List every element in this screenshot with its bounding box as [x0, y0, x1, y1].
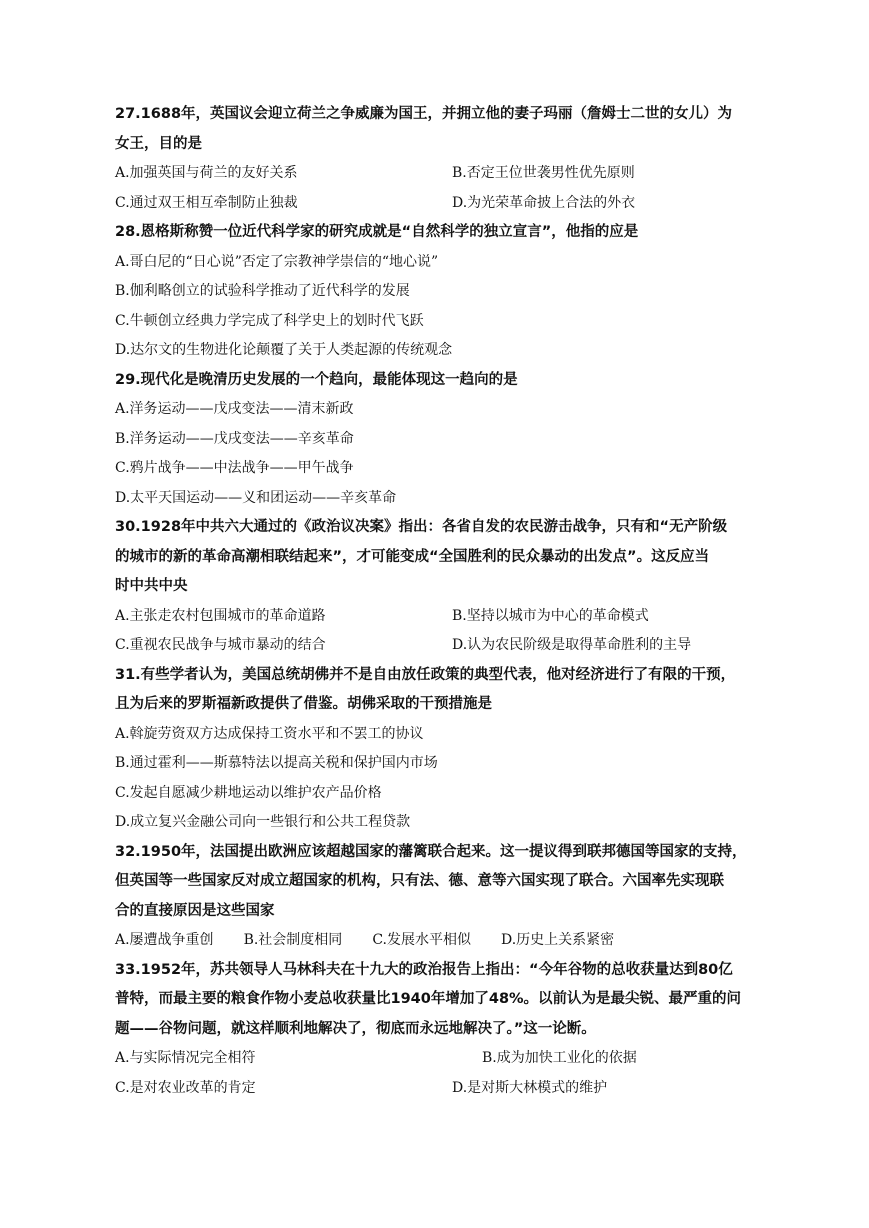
question-29: [115, 366, 765, 514]
option-a[interactable]: A.斡旋劳资双方达成保持工资水平和不罢工的协议: [115, 725, 424, 742]
option-b[interactable]: B.否定王位世袭男性优先原则: [452, 165, 635, 181]
option-d[interactable]: D.达尔文的生物进化论颠覆了关于人类起源的传统观念: [115, 342, 453, 358]
question-stem: 28.恩格斯称赞一位近代科学家的研究成就是“自然科学的独立宣言”，他指的应是: [115, 224, 639, 240]
option-row: [115, 631, 765, 661]
option-row: [115, 926, 765, 956]
option-c[interactable]: C.发起自愿减少耕地运动以维护农产品价格: [115, 784, 382, 801]
option-a[interactable]: A.主张走农村包围城市的革命道路: [115, 607, 326, 624]
option-b[interactable]: B.成为加快工业化的依据: [482, 1050, 637, 1066]
question-33: [115, 956, 765, 1104]
question-stem: 29.现代化是晚清历史发展的一个趋向，最能体现这一趋向的是: [115, 371, 518, 388]
option-d[interactable]: D.历史上关系紧密: [500, 932, 615, 948]
option-b[interactable]: B.洋务运动——戊戌变法——辛亥革命: [115, 430, 354, 447]
option-a[interactable]: A.洋务运动——戊戌变法——清末新政: [115, 401, 354, 417]
question-stem: 31.有些学者认为，美国总统胡佛并不是自由放任政策的典型代表，他对经济进行了有限的干预， 且为后来的罗斯福新政提供了借鉴。胡佛采取的干预措施是: [115, 666, 736, 712]
option-b[interactable]: B.坚持以城市为中心的革命模式: [452, 607, 649, 624]
question-28: [115, 218, 765, 366]
option-c[interactable]: C.牛顿创立经典力学完成了科学史上的划时代飞跃: [115, 312, 424, 329]
question-31: [115, 661, 765, 838]
option-a[interactable]: A.与实际情况完全相符: [115, 1050, 256, 1066]
question-30: [115, 513, 765, 661]
option-a[interactable]: A.屡遭战争重创: [115, 932, 214, 948]
question-stem: 32.1950年，法国提出欧洲应该超越国家的藩篱联合起来。这一提议得到联邦德国等国家的支持， 但英国等一些国家反对成立超国家的机构，只有法、德、意等六国实现了联合。六国率先实现联 合的直接原因是这些国家: [115, 843, 747, 919]
exam-page: [115, 100, 765, 1103]
question-32: [115, 838, 765, 956]
option-d[interactable]: D.认为农民阶级是取得革命胜利的主导: [452, 637, 692, 653]
option-a[interactable]: A.加强英国与荷兰的友好关系: [115, 165, 298, 181]
option-row: [115, 1074, 765, 1104]
option-d[interactable]: D.太平天国运动——义和团运动——辛亥革命: [115, 489, 397, 506]
option-d[interactable]: D.为光荣革命披上合法的外衣: [452, 194, 636, 211]
option-d[interactable]: D.成立复兴金融公司向一些银行和公共工程贷款: [115, 814, 411, 830]
option-c[interactable]: C.通过双王相互牵制防止独裁: [115, 194, 298, 211]
option-row: [115, 602, 765, 632]
option-b[interactable]: B.社会制度相同: [243, 932, 343, 948]
question-stem: 30.1928年中共六大通过的《政治议决案》指出：各省自发的农民游击战争，只有和“无产阶级 的城市的新的革命高潮相联结起来”，才可能变成“全国胜利的民众暴动的出发点”。这反应当 时中共中央: [115, 519, 728, 594]
option-b[interactable]: B.通过霍利——斯慕特法以提高关税和保护国内市场: [115, 755, 438, 771]
question-stem: 33.1952年，苏共领导人马林科夫在十九大的政治报告上指出：“今年谷物的总收获量达到80亿 普特，而最主要的粮食作物小麦总收获量比1940年增加了48%。以前认为是最尖锐、最严重的问 题——谷物问题，就这样顺利地解决了，彻底而永远地解决了。”这一论断。: [115, 961, 742, 1037]
option-c[interactable]: C.发展水平相似: [372, 932, 471, 948]
option-row: [115, 1044, 765, 1074]
question-27: [115, 100, 765, 218]
option-row: [115, 189, 765, 219]
option-c[interactable]: C.是对农业改革的肯定: [115, 1079, 256, 1096]
option-c[interactable]: C.重视农民战争与城市暴动的结合: [115, 637, 326, 653]
question-stem: 27.1688年，英国议会迎立荷兰之争威廉为国王，并拥立他的妻子玛丽（詹姆士二世的女儿）为 女王，目的是: [115, 106, 733, 152]
option-c[interactable]: C.鸦片战争——中法战争——甲午战争: [115, 460, 354, 476]
option-row: [115, 159, 765, 189]
option-b[interactable]: B.伽利略创立的试验科学推动了近代科学的发展: [115, 283, 410, 299]
option-a[interactable]: A.哥白尼的“日心说”否定了宗教神学崇信的“地心说”: [115, 253, 439, 270]
option-d[interactable]: D.是对斯大林模式的维护: [452, 1079, 608, 1096]
